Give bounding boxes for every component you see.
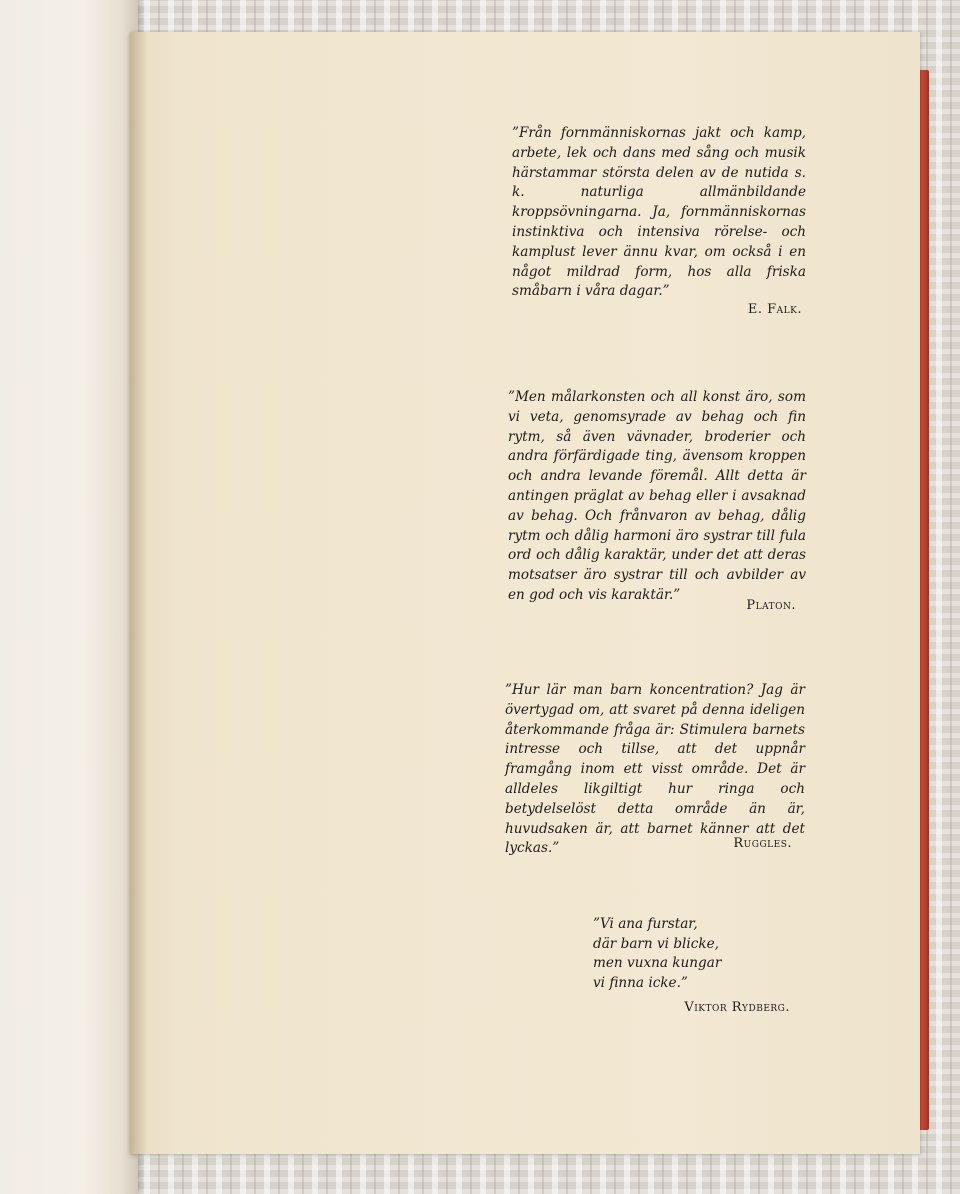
poem-rydberg xyxy=(593,915,773,993)
quote-text: ”Från fornmänniskornas jakt och kamp, arbete, lek och dans med sång och musik härstammar största delen av de nutida s. k. naturliga allmänbildande kroppsövningarna. Ja, fornmänniskornas instinktiva och intensiva rörelse- och kamplust lever ännu kvar, om också i en något mildrad form, hos alla friska småbarn i våra dagar.” xyxy=(512,125,806,300)
poem-line: ”Vi ana furstar, xyxy=(593,916,698,932)
poem-line: där barn vi blicke, xyxy=(593,935,719,952)
quote-platon xyxy=(508,388,806,606)
poem-line: men vuxna kungar xyxy=(593,955,722,971)
quote-text: ”Men målarkonsten och all konst äro, som vi veta, genomsyrade av behag och fin rytm, så även vävnader, broderier och andra förfärdigade ting, ävensom kroppen och andra levande föremål. Allt detta är antingen präglat av behag eller i avsaknad av behag. Och frånvaron av behag, dålig rytm och dålig harmoni äro systrar till fula ord och dålig karaktär, under det att deras motsatser äro systrar till och avbilder av en god och vis karaktär.” xyxy=(508,389,806,603)
author-falk: E. Falk. xyxy=(747,302,802,317)
author-ruggles: Ruggles. xyxy=(733,836,792,851)
left-facing-page xyxy=(0,0,138,1194)
quote-ruggles xyxy=(505,681,805,859)
poem-line: vi finna icke.” xyxy=(593,974,688,991)
quote-falk xyxy=(512,124,806,302)
quote-text: ”Hur lär man barn koncentration? Jag är övertygad om, att svaret på denna ideligen återkommande fråga är: Stimulera barnets intresse och tillse, att det uppnår framgång inom ett visst område. Det är alldeles likgiltigt hur ringa och betydelselöst detta område än är, huvudsaken är, att barnet känner att det lyckas.” xyxy=(505,682,805,857)
page-gutter xyxy=(130,32,148,1154)
author-platon: Platon. xyxy=(746,598,796,613)
author-rydberg: Viktor Rydberg. xyxy=(684,1000,790,1015)
